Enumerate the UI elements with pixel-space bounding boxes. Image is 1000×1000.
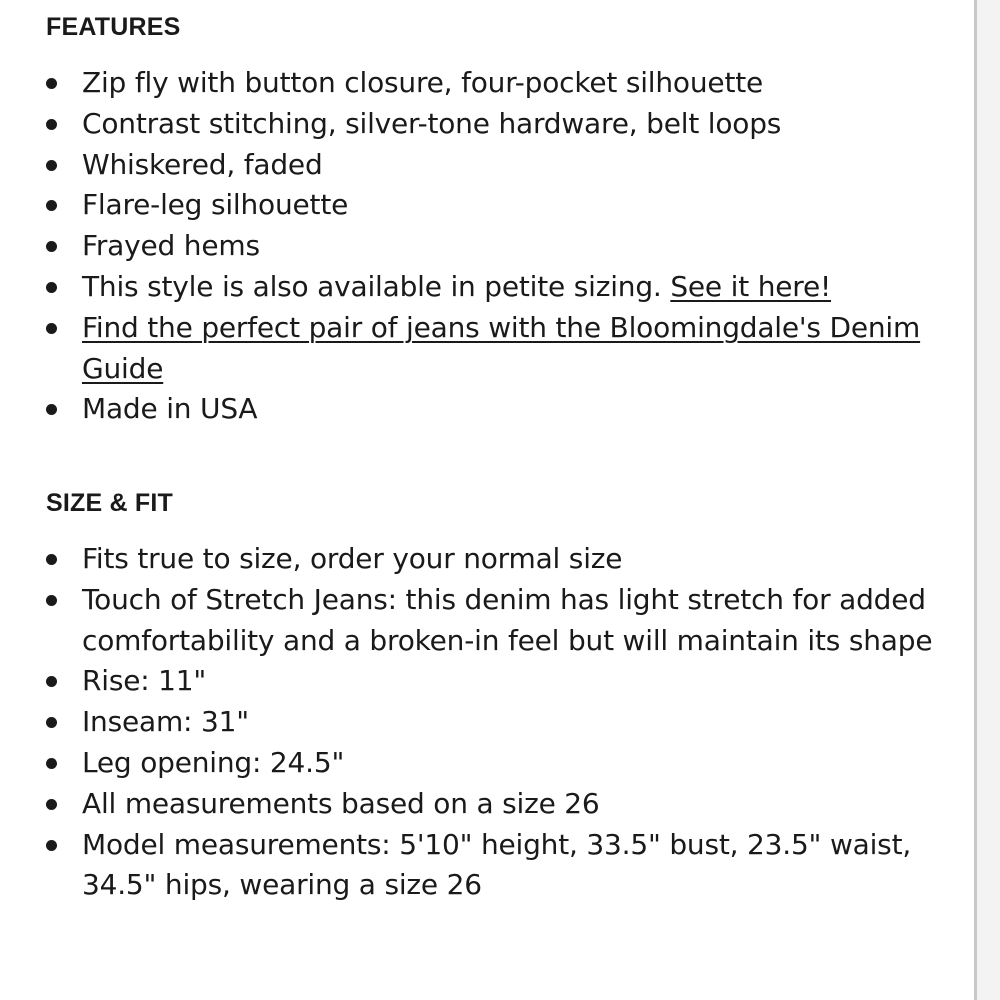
list-item bbox=[46, 743, 956, 784]
size-fit-text: Model measurements: 5'10" height, 33.5" bust, 23.5" waist, 34.5" hips, wearing a size 26 bbox=[82, 827, 912, 902]
list-item bbox=[46, 784, 956, 825]
bullet-icon bbox=[46, 554, 57, 565]
feature-text: Frayed hems bbox=[82, 229, 260, 263]
bullet-icon bbox=[46, 676, 57, 687]
size-fit-text: All measurements based on a size 26 bbox=[82, 786, 600, 820]
list-item bbox=[46, 825, 956, 907]
bullet-icon bbox=[46, 200, 57, 211]
features-heading: FEATURES bbox=[46, 13, 181, 41]
size-fit-text: Fits true to size, order your normal size bbox=[82, 542, 623, 575]
feature-text: Zip fly with button closure, four-pocket silhouette bbox=[82, 66, 764, 99]
page-edge-shade bbox=[977, 0, 1000, 1000]
size-fit-heading: SIZE & FIT bbox=[46, 489, 173, 517]
list-item bbox=[46, 104, 956, 145]
list-item bbox=[46, 702, 956, 743]
bullet-icon bbox=[46, 160, 57, 171]
bullet-icon bbox=[46, 595, 57, 606]
petite-sizing-link[interactable]: See it here! bbox=[670, 269, 832, 303]
petite-text: This style is also available in petite sizing. bbox=[82, 269, 662, 303]
size-fit-text: Inseam: 31" bbox=[82, 705, 249, 739]
list-item bbox=[46, 580, 956, 662]
denim-guide-link[interactable]: Find the perfect pair of jeans with the Bloomingdale's Denim Guide bbox=[82, 310, 921, 385]
list-item bbox=[46, 539, 956, 580]
list-item bbox=[46, 661, 956, 702]
bullet-icon bbox=[46, 717, 57, 728]
bullet-icon bbox=[46, 241, 57, 252]
features-section bbox=[46, 8, 956, 430]
size-fit-text: Touch of Stretch Jeans: this denim has light stretch for added comfortability and a broken-in feel but will maintain its shape bbox=[82, 582, 933, 657]
feature-text: Whiskered, faded bbox=[82, 147, 323, 181]
bullet-icon bbox=[46, 840, 57, 851]
feature-text: Contrast stitching, silver-tone hardware, belt loops bbox=[82, 106, 782, 140]
list-item bbox=[46, 389, 956, 430]
features-list bbox=[46, 63, 956, 430]
bullet-icon bbox=[46, 78, 57, 89]
bullet-icon bbox=[46, 404, 57, 415]
list-item bbox=[46, 267, 956, 308]
size-fit-text: Leg opening: 24.5" bbox=[82, 745, 345, 779]
size-fit-section bbox=[46, 484, 956, 906]
list-item bbox=[46, 145, 956, 186]
bullet-icon bbox=[46, 323, 57, 334]
bullet-icon bbox=[46, 119, 57, 130]
made-in-text: Made in USA bbox=[82, 392, 258, 426]
bullet-icon bbox=[46, 282, 57, 293]
list-item bbox=[46, 308, 956, 390]
list-item bbox=[46, 226, 956, 267]
feature-text: Flare-leg silhouette bbox=[82, 188, 349, 222]
size-fit-list bbox=[46, 539, 956, 906]
list-item bbox=[46, 63, 956, 104]
list-item bbox=[46, 185, 956, 226]
bullet-icon bbox=[46, 799, 57, 810]
bullet-icon bbox=[46, 758, 57, 769]
size-fit-text: Rise: 11" bbox=[82, 664, 207, 698]
